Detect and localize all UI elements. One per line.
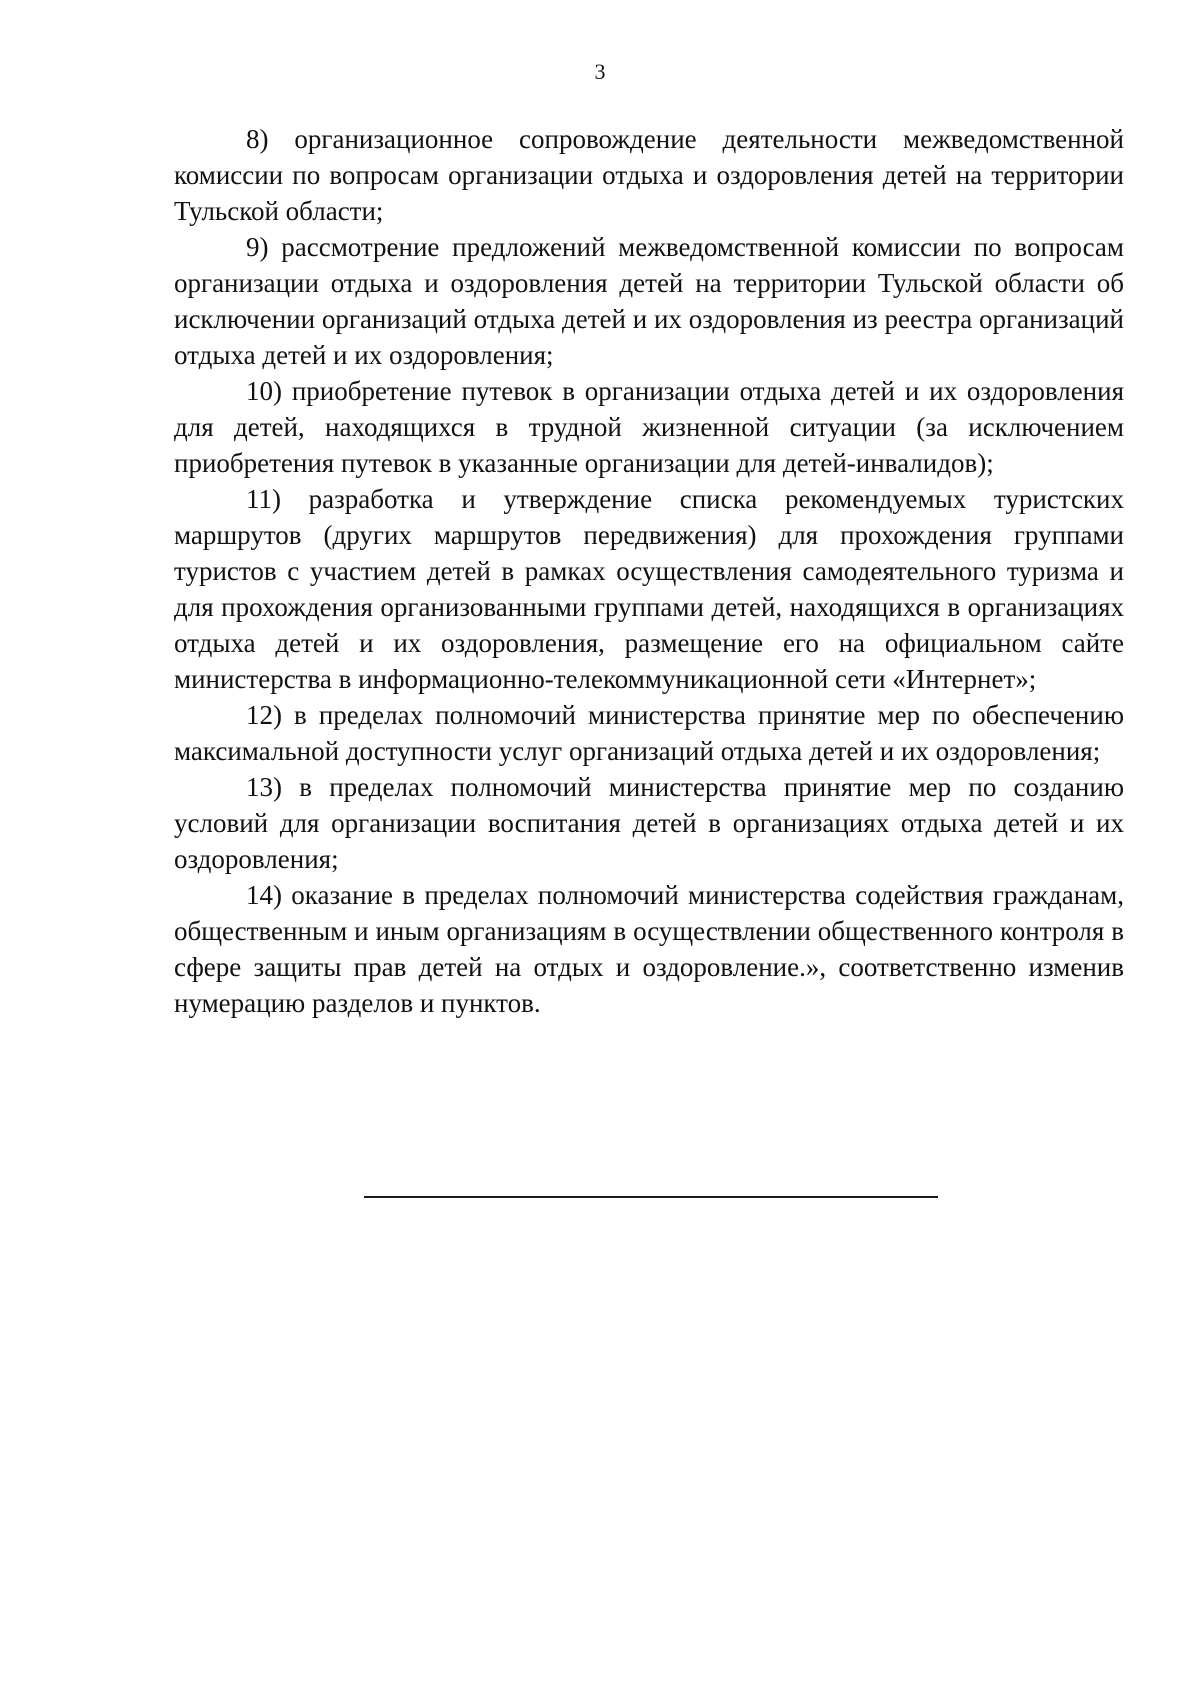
paragraph-item-13: 13) в пределах полномочий министерства принятие мер по созданию условий для организации воспитания детей в организациях отдыха детей и их оздоровления; xyxy=(174,772,1124,874)
document-body xyxy=(174,121,1124,1021)
paragraph-item-14: 14) оказание в пределах полномочий министерства содействия гражданам, общественным и иным организациям в осуществлении общественного контроля в сфере защиты прав детей на отдых и оздоровление.», соответственно изменив нумерацию разделов и пунктов. xyxy=(174,880,1124,1018)
paragraph-item-12: 12) в пределах полномочий министерства принятие мер по обеспечению максимальной доступности услуг организаций отдыха детей и их оздоровления; xyxy=(174,700,1124,766)
paragraph-item-9: 9) рассмотрение предложений межведомственной комиссии по вопросам организации отдыха и оздоровления детей на территории Тульской области об исключении организаций отдыха детей и их оздоровления из реестра организаций отдыха детей и их оздоровления; xyxy=(174,232,1124,370)
paragraph-item-10: 10) приобретение путевок в организации отдыха детей и их оздоровления для детей, находящихся в трудной жизненной ситуации (за исключением приобретения путевок в указанные организации для детей-инвалидов); xyxy=(174,376,1124,478)
paragraph-item-11: 11) разработка и утверждение списка рекомендуемых туристских маршрутов (других маршрутов передвижения) для прохождения группами туристов с участием детей в рамках осуществления самодеятельного туризма и для прохождения организованными группами детей, находящихся в организациях отдыха детей и их оздоровления, размещение его на официальном сайте министерства в информационно-телекоммуникационной сети «Интернет»; xyxy=(174,484,1124,694)
end-divider-line xyxy=(364,1196,938,1198)
paragraph-item-8: 8) организационное сопровождение деятельности межведомственной комиссии по вопросам организации отдыха и оздоровления детей на территории Тульской области; xyxy=(174,124,1124,226)
page-number: 3 xyxy=(594,59,606,84)
